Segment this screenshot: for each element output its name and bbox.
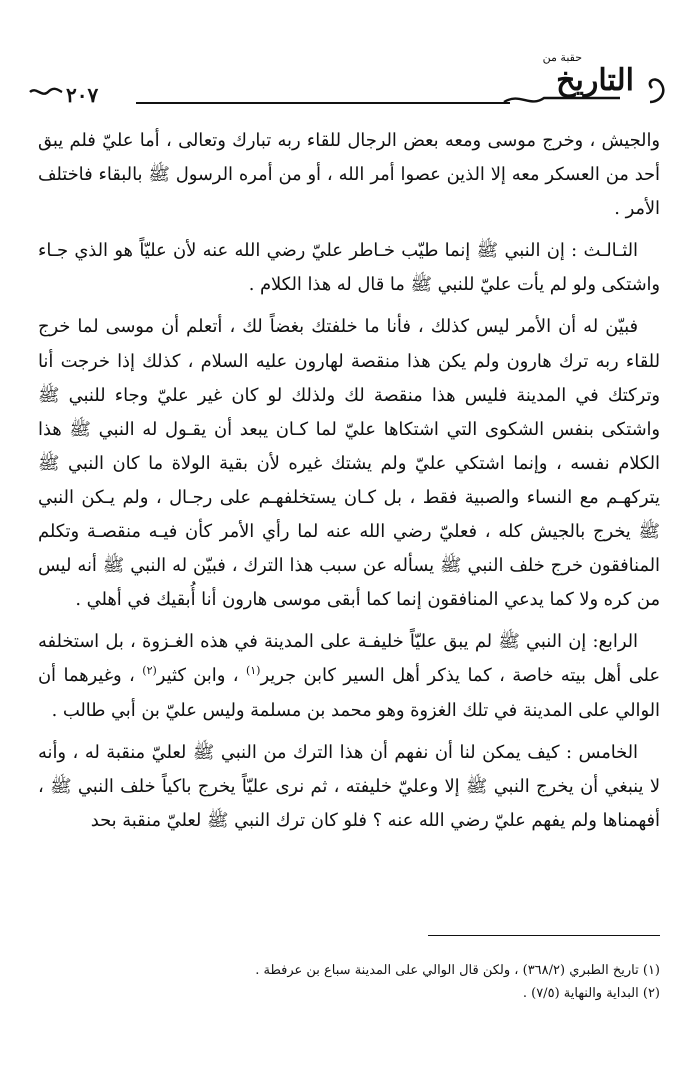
logo-title: التاريخ [556, 63, 634, 98]
ornament-tail-icon [28, 84, 64, 100]
paragraph-4 [38, 625, 660, 727]
paragraph-5: الخامس : كيف يمكن لنا أن نفهم أن هذا الترك من النبي ﷺ لعليّ منقبة له ، وأنه لا ينبغي أن يخرج النبي ﷺ إلا وعليّ خليفته ، ثم نرى عليّاً يخرج باكياً خلف النبي ﷺ ، أفهمناها ولم يفهم عليّ رضي الله عنه ؟ فلو كان ترك النبي ﷺ لعليّ منقبة بحد [38, 741, 660, 831]
footnotes [38, 959, 660, 1005]
page-header [28, 52, 670, 112]
paragraph-2: الثـالـث : إن النبي ﷺ إنما طيّب خـاطر عليّ رضي الله عنه لأن عليّاً هو الذي جـاء واشتكى ولو لم يأت عليّ للنبي ﷺ ما قال له هذا الكلام . [38, 240, 660, 296]
paragraph-4-part-b: ، وابن كثير [156, 665, 239, 687]
footnote-separator [428, 935, 660, 936]
footnote-1: (١) تاريخ الطبري (٣٦٨/٢) ، ولكن قال الوالي على المدينة سباع بن عرفطة . [255, 963, 660, 978]
header-rule [136, 102, 510, 104]
paragraph-1: والجيش ، وخرج موسى ومعه بعض الرجال للقاء ربه تبارك وتعالى ، أما عليّ فلم يبق أحد من العسكر معه إلا الذين عصوا أمر الله ، أو من أمره الرسول ﷺ بالبقاء فاختلف الأمر . [38, 130, 660, 220]
footnote-ref-2[interactable]: (٢) [142, 664, 157, 678]
page-number: ٢٠٧ [66, 83, 99, 107]
paragraph-4-part-a: الرابع: إن النبي ﷺ لم يبق عليّاً خليفـة على المدينة في هذه الغـزوة ، بل استخلفه على أهل بيته خاصة ، كما يذكر أهل السير كابن جرير [38, 631, 661, 687]
footnote-ref-1[interactable]: (١) [245, 664, 261, 678]
footnote-2: (٢) البداية والنهاية (٧/٥) . [522, 986, 660, 1001]
main-text [38, 124, 660, 838]
paragraph-3: فبيّن له أن الأمر ليس كذلك ، فأنا ما خلفتك بغضاً لك ، أتعلم أن موسى لما خرج للقاء ربه ترك هارون ولم يكن هذا منقصة لهارون عليه السلام ، كذلك إذا خرجت أنا وتركتك في المدينة فليس هذا منقصة لك ولذلك لو كان غير عليّ وجاء للنبي ﷺ واشتكى بنفس الشكوى التي اشتكاها عليّ لما كـان يبعد أن يقـول له النبي ﷺ هذا الكلام نفسه ، وإنما اشتكي عليّ ولم يشتك غيره لأن بقية الولاة ما كان النبي ﷺ يتركهـم مع النساء والصبية فقط ، بل كـان يستخلفهـم على رجـال ، ولم يـكن النبي ﷺ يخرج بالجيش كله ، فعليّ رضي الله عنه لما رأي الأمر كأن فيـه منقصـة وتكلم المنافقون خرج خلف النبي ﷺ يسأله عن سبب هذا الترك ، فبيّن له النبي ﷺ أنه ليس من كره ولا كما يدعي المنافقون إنما كما أبقى موسى هارون أنا أُبقيك في أهلي . [38, 316, 660, 611]
book-title-logo [500, 52, 670, 112]
paragraph-4-part-c: ، وغيرهما أن الوالي على المدينة في تلك الغزوة وهو محمد بن مسلمة وليس عليّ بن أبي طالب . [38, 665, 660, 721]
logo-subtitle: حقبة من [542, 51, 582, 64]
